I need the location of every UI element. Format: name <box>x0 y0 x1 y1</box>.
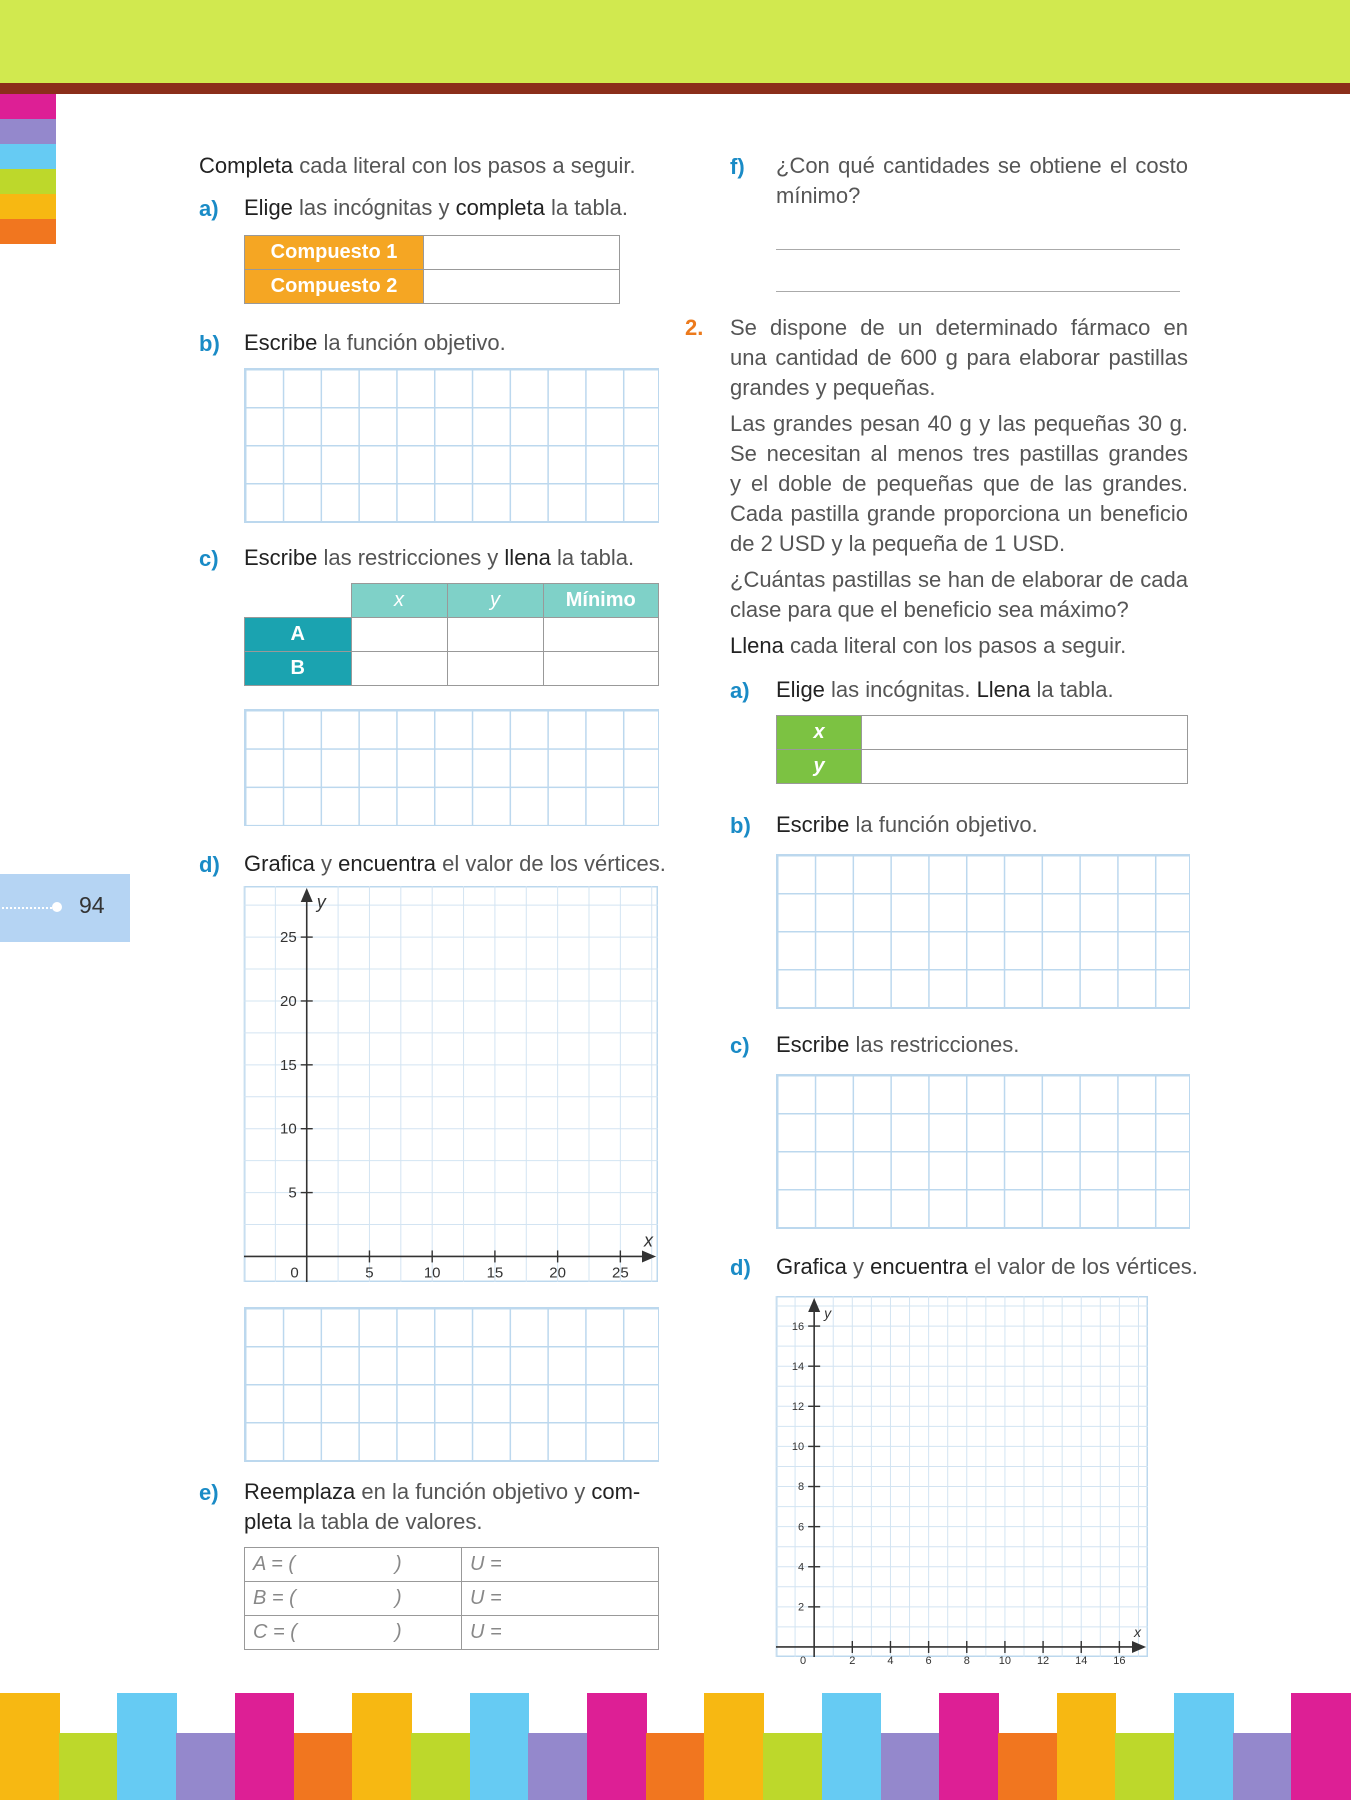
writing-grid-d[interactable] <box>244 1307 659 1462</box>
side-color-tabs <box>0 94 56 244</box>
point-a-cell[interactable]: A = ( ) <box>245 1548 462 1582</box>
var-y-label: y <box>777 750 862 784</box>
item-e-label: e) <box>199 1480 219 1505</box>
item-d-label: d) <box>199 852 220 877</box>
compuesto-table <box>244 235 620 304</box>
page-number-tab <box>0 874 130 942</box>
item-2b-label: b) <box>730 813 751 838</box>
item-f-label: f) <box>730 154 745 179</box>
y-tick-label: 4 <box>798 1561 805 1574</box>
item-b-text: Escribe la función objetivo. <box>244 330 506 355</box>
item-e-text: Reemplaza en la función objetivo y com- pleta la tabla de valores. <box>244 1479 641 1534</box>
band-stripe <box>176 1733 236 1800</box>
x-tick-label: 2 <box>849 1654 856 1667</box>
problem-2-statement: Se dispone de un determinado fármaco en una cantidad de 600 g para elaborar pastillas grandes y pequeñas. Las grandes pesan 40 g y las pequeñas 30 g. Se necesitan al menos tres pastillas grandes y el doble de pequeñas que de las grandes. Cada pastilla grande proporciona un beneficio de 2 USD y la pequeña de 1 USD. ¿Cuántas pastillas se han de elaborar de cada clase para que el beneficio sea máximo? Llena cada literal con los pasos a seguir. <box>730 315 1188 658</box>
col-minimo-header: Mínimo <box>543 584 659 618</box>
band-stripe <box>470 1693 530 1800</box>
band-stripe <box>1174 1693 1234 1800</box>
var-y-input[interactable] <box>862 750 1188 784</box>
item-b-label: b) <box>199 331 220 356</box>
page-number: 94 <box>79 892 105 918</box>
y-tick-label: 16 <box>791 1320 805 1333</box>
row-b-label: B <box>245 651 352 685</box>
band-stripe <box>117 1693 177 1800</box>
item-c-text: Escribe las restricciones y llena la tabla. <box>244 545 635 570</box>
y-tick-label: 20 <box>280 992 297 1010</box>
values-table <box>244 1547 659 1650</box>
band-stripe <box>0 1693 60 1800</box>
incognitas-table <box>776 715 1188 784</box>
band-stripe <box>1291 1693 1351 1800</box>
intro-instruction: Completa cada literal con los pasos a seguir. <box>199 153 636 178</box>
band-stripe <box>528 1733 588 1800</box>
x-axis-label: x <box>1134 1623 1141 1640</box>
x-tick-label: 16 <box>1113 1654 1126 1667</box>
writing-grid-2c[interactable] <box>776 1074 1190 1229</box>
graph-left[interactable] <box>244 886 658 1282</box>
u-a-cell[interactable]: U = <box>462 1548 659 1582</box>
item-2d-text: Grafica y encuentra el valor de los vértices. <box>776 1254 1198 1279</box>
chart-frame <box>777 1297 1148 1657</box>
y-tick-label: 5 <box>288 1184 297 1202</box>
item-2a-text: Elige las incógnitas. Llena la tabla. <box>776 677 1114 702</box>
band-stripe <box>411 1733 471 1800</box>
item-2c-text: Escribe las restricciones. <box>776 1032 1020 1057</box>
top-color-band <box>0 0 1350 83</box>
col-y-header: y <box>447 584 543 618</box>
bottom-color-band <box>0 1693 1350 1800</box>
x-axis-label: x <box>644 1230 653 1251</box>
problem-2-number: 2. <box>685 315 704 340</box>
item-2a-label: a) <box>730 678 750 703</box>
y-tick-label: 6 <box>798 1521 805 1534</box>
band-stripe <box>235 1693 295 1800</box>
cell-b-min[interactable] <box>543 651 659 685</box>
writing-grid-2b[interactable] <box>776 854 1190 1009</box>
band-stripe <box>1115 1733 1175 1800</box>
point-b-cell[interactable]: B = ( ) <box>245 1582 462 1616</box>
cell-a-y[interactable] <box>447 617 543 651</box>
origin-label: 0 <box>290 1264 299 1282</box>
band-stripe <box>294 1733 354 1800</box>
band-stripe <box>352 1693 412 1800</box>
cell-b-y[interactable] <box>447 651 543 685</box>
item-f-text: ¿Con qué cantidades se obtiene el costo mínimo? <box>776 153 1188 208</box>
y-axis-label: y <box>824 1305 832 1321</box>
writing-grid-b[interactable] <box>244 368 659 523</box>
row-a-label: A <box>245 617 352 651</box>
x-tick-label: 6 <box>925 1654 932 1667</box>
y-tick-label: 10 <box>791 1441 805 1454</box>
band-stripe <box>587 1693 647 1800</box>
y-tick-label: 8 <box>798 1481 805 1494</box>
band-stripe <box>939 1693 999 1800</box>
answer-line-1[interactable] <box>776 249 1180 250</box>
cell-a-min[interactable] <box>543 617 659 651</box>
band-stripe <box>822 1693 882 1800</box>
x-tick-label: 10 <box>423 1264 441 1282</box>
origin-label: 0 <box>800 1654 807 1667</box>
x-tick-label: 15 <box>486 1264 504 1282</box>
y-tick-label: 10 <box>280 1120 297 1138</box>
compuesto-1-input[interactable] <box>424 236 620 270</box>
top-rule <box>0 83 1350 94</box>
item-2c-label: c) <box>730 1033 750 1058</box>
band-stripe <box>704 1693 764 1800</box>
point-c-cell[interactable]: C = ( ) <box>245 1616 462 1650</box>
band-stripe <box>59 1733 119 1800</box>
item-2b-text: Escribe la función objetivo. <box>776 812 1038 837</box>
graph-right[interactable] <box>776 1296 1148 1667</box>
item-2d-label: d) <box>730 1255 751 1280</box>
y-tick-label: 12 <box>791 1400 805 1413</box>
band-stripe <box>1057 1693 1117 1800</box>
band-stripe <box>998 1733 1058 1800</box>
band-stripe <box>881 1733 941 1800</box>
item-a-label: a) <box>199 196 219 221</box>
answer-line-2[interactable] <box>776 291 1180 292</box>
writing-grid-c[interactable] <box>244 709 659 826</box>
u-c-cell[interactable]: U = <box>462 1616 659 1650</box>
x-tick-label: 5 <box>365 1264 374 1282</box>
y-tick-label: 15 <box>280 1056 297 1074</box>
x-tick-label: 20 <box>549 1264 566 1282</box>
compuesto-2-input[interactable] <box>424 270 620 304</box>
x-tick-label: 25 <box>612 1264 629 1282</box>
y-tick-label: 25 <box>280 929 297 947</box>
band-stripe <box>1233 1733 1293 1800</box>
compuesto-2-label: Compuesto 2 <box>245 270 424 304</box>
x-tick-label: 8 <box>963 1654 970 1667</box>
restricciones-table <box>244 583 659 686</box>
u-b-cell[interactable]: U = <box>462 1582 659 1616</box>
item-d-text: Grafica y encuentra el valor de los vértices. <box>244 851 666 876</box>
var-x-input[interactable] <box>862 716 1188 750</box>
y-axis-label: y <box>316 892 326 912</box>
cell-b-x[interactable] <box>351 651 447 685</box>
band-stripe <box>646 1733 706 1800</box>
cell-a-x[interactable] <box>351 617 447 651</box>
item-a-text: Elige las incógnitas y completa la tabla. <box>244 195 629 220</box>
y-tick-label: 2 <box>798 1601 805 1614</box>
x-tick-label: 10 <box>998 1654 1012 1667</box>
compuesto-1-label: Compuesto 1 <box>245 236 424 270</box>
var-x-label: x <box>777 716 862 750</box>
item-c-label: c) <box>199 546 219 571</box>
x-tick-label: 14 <box>1075 1654 1088 1667</box>
y-tick-label: 14 <box>791 1360 805 1373</box>
x-tick-label: 12 <box>1036 1654 1050 1667</box>
col-x-header: x <box>351 584 447 618</box>
band-stripe <box>763 1733 823 1800</box>
x-tick-label: 4 <box>887 1654 894 1667</box>
